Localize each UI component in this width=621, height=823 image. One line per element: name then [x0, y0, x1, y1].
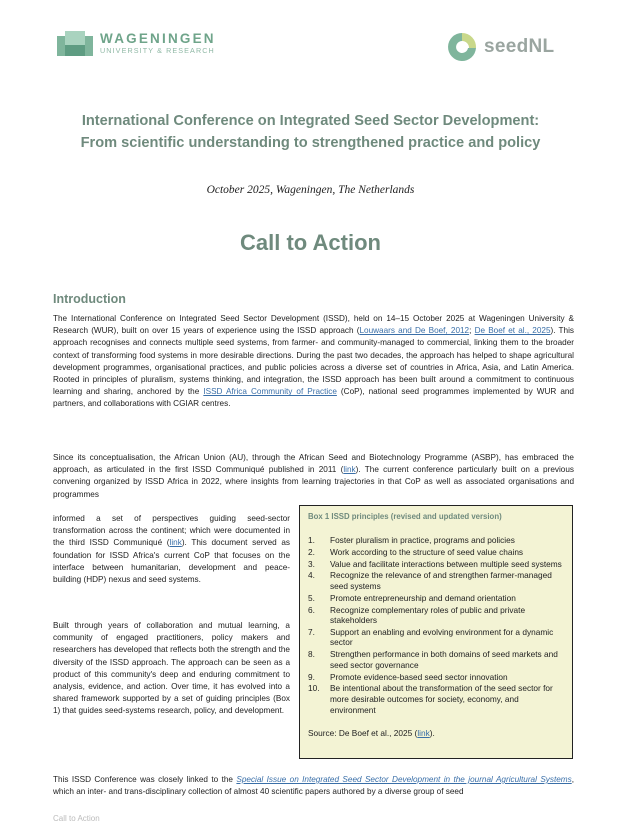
principle-number: 3.	[308, 558, 315, 569]
text: ). This approach recognises and connects multiple seed systems, from farmer- and community-managed to commercial, linking them to the broader context of transforming food systems in more desirable directions. During the past two decades, the approach has helped to shape agricultural development programmes, organisational practices, and public policies across a diverse set of countries in Africa, Asia, and Latin America. Rooted in principles of pluralism, systems thinking, and integration, the ISSD approach has been built around a commitment to continuous learning and sharing, anchored by the	[53, 326, 574, 397]
special-issue-link[interactable]: Special Issue on Integrated Seed Sector Development in the journal Agricultural Systems	[236, 775, 572, 784]
principle-item	[308, 559, 564, 570]
principle-text: Recognize complementary roles of public and private stakeholders	[330, 604, 526, 626]
wur-name: WAGENINGEN	[100, 30, 216, 46]
text: , which an inter- and trans-disciplinary collection of almost 40 scientific papers authored by a diverse group of seed	[53, 775, 574, 797]
text: ).	[429, 728, 435, 739]
principle-item	[308, 535, 564, 546]
principle-text: Value and facilitate interactions between multiple seed systems	[330, 558, 562, 569]
principle-text: Work according to the structure of seed value chains	[330, 546, 524, 557]
principle-text: Be intentional about the transformation of the seed sector for more desirable outcomes for society, economy, and environment	[330, 683, 553, 715]
principle-item	[308, 627, 564, 648]
principle-text: Strengthen performance in both domains of seed markets and seed sector governance	[330, 649, 558, 670]
principle-text: Promote entrepreneurship and demand orientation	[330, 592, 516, 603]
text: Source: De Boef et al., 2025 (	[308, 728, 418, 739]
principle-item	[308, 672, 564, 683]
principle-text: Foster pluralism in practice, programs and policies	[330, 535, 515, 545]
text: This ISSD Conference was closely linked to the	[53, 775, 237, 784]
wur-logo	[56, 28, 216, 58]
de-boef-link[interactable]: De Boef et al., 2025	[474, 326, 551, 336]
wur-logo-icon	[56, 28, 94, 58]
principle-number: 10.	[308, 683, 320, 694]
text: ;	[469, 326, 475, 336]
box-issd-principles	[299, 505, 573, 759]
louwaars-link[interactable]: Louwaars and De Boef, 2012	[359, 326, 470, 336]
principle-number: 5.	[308, 592, 315, 603]
text: ). This document served as foundation for ISSD Africa's current CoP that focuses on the interface between humanitarian, development and peace-building (HDP) nexus and seed systems.	[53, 538, 290, 585]
principle-item	[308, 683, 564, 715]
communique-1-link[interactable]: link	[343, 465, 356, 475]
intro-paragraph-2-continued	[53, 513, 290, 586]
conference-title-line-1: International Conference on Integrated Seed Sector Development:	[81, 113, 540, 129]
principles-list	[308, 535, 564, 715]
seednl-name: seedNL	[484, 36, 555, 57]
conference-title	[40, 110, 581, 154]
seednl-logo	[442, 30, 554, 64]
box-source	[308, 728, 564, 738]
introduction-heading: Introduction	[53, 292, 126, 306]
principle-number: 6.	[308, 604, 315, 615]
text: (CoP), national seed programmes implemented by WUR and partners, and collaborations with CGIAR centres.	[53, 387, 574, 409]
principle-number: 7.	[308, 626, 315, 637]
principle-item	[308, 649, 564, 670]
principle-text: Recognize the relevance of and strengthen farmer-managed seed systems	[330, 570, 552, 591]
communique-3-link[interactable]: link	[169, 538, 182, 548]
issd-africa-cop-link[interactable]: ISSD Africa Community of Practice	[203, 387, 337, 397]
wur-subtitle: UNIVERSITY & RESEARCH	[100, 45, 215, 55]
footer-label: Call to Action	[53, 814, 100, 823]
intro-paragraph-4	[53, 774, 574, 798]
intro-paragraph-1	[53, 313, 574, 411]
seednl-swirl-icon	[442, 30, 482, 64]
conference-title-line-2: From scientific understanding to strengthened practice and policy	[80, 135, 541, 151]
principle-item	[308, 605, 564, 626]
principle-number: 8.	[308, 649, 315, 660]
principle-number: 1.	[308, 535, 315, 545]
intro-paragraph-2	[53, 452, 574, 501]
principle-item	[308, 570, 564, 591]
text: The International Conference on Integrated Seed Sector Development (ISSD), held on 14–15 October 2025 at Wageningen University & Research (WUR), built on over 15 years of experience using the ISSD approach (	[53, 314, 574, 336]
principle-text: Support an enabling and evolving environment for a dynamic sector	[330, 626, 554, 648]
text: informed a set of perspectives guiding seed-sector transformation across the continent; which were documented in the third ISSD Communiqué (	[53, 514, 290, 548]
principle-text: Promote evidence-based seed sector innovation	[330, 671, 508, 682]
call-to-action-title: Call to Action	[240, 230, 381, 255]
principle-number: 4.	[308, 570, 315, 581]
intro-paragraph-3: Built through years of collaboration and mutual learning, a community of engaged practitioners, policy makers and researchers has developed that reflects both the strength and the diversity of the ISSD approach. The approach can be seen as a product of this community's deep and enduring commitment to analysis, evidence, and action. Over time, it has evolved into a shared framework supported by a set of guiding principles (Box 1) that guides seed-systems research, policy, and development.	[53, 621, 290, 716]
box-title: Box 1 ISSD principles (revised and updated version)	[308, 512, 502, 521]
text: Since its conceptualisation, the African Union (AU), through the African Seed and Biotechnology Programme (ASBP), has embraced the approach, as articulated in the first ISSD Communiqué published in 2011 (	[53, 453, 574, 475]
date-location: October 2025, Wageningen, The Netherlands	[206, 184, 415, 196]
principle-item	[308, 547, 564, 558]
principle-number: 2.	[308, 546, 315, 557]
text: ). The current conference particularly built on a previous convening organized by ISSD Africa in 2022, where insights from learning trajectories in that CoP as well as associated organisations and programmes	[53, 465, 574, 499]
principle-item	[308, 593, 564, 604]
box-source-link[interactable]: link	[417, 728, 430, 739]
principle-number: 9.	[308, 671, 315, 682]
